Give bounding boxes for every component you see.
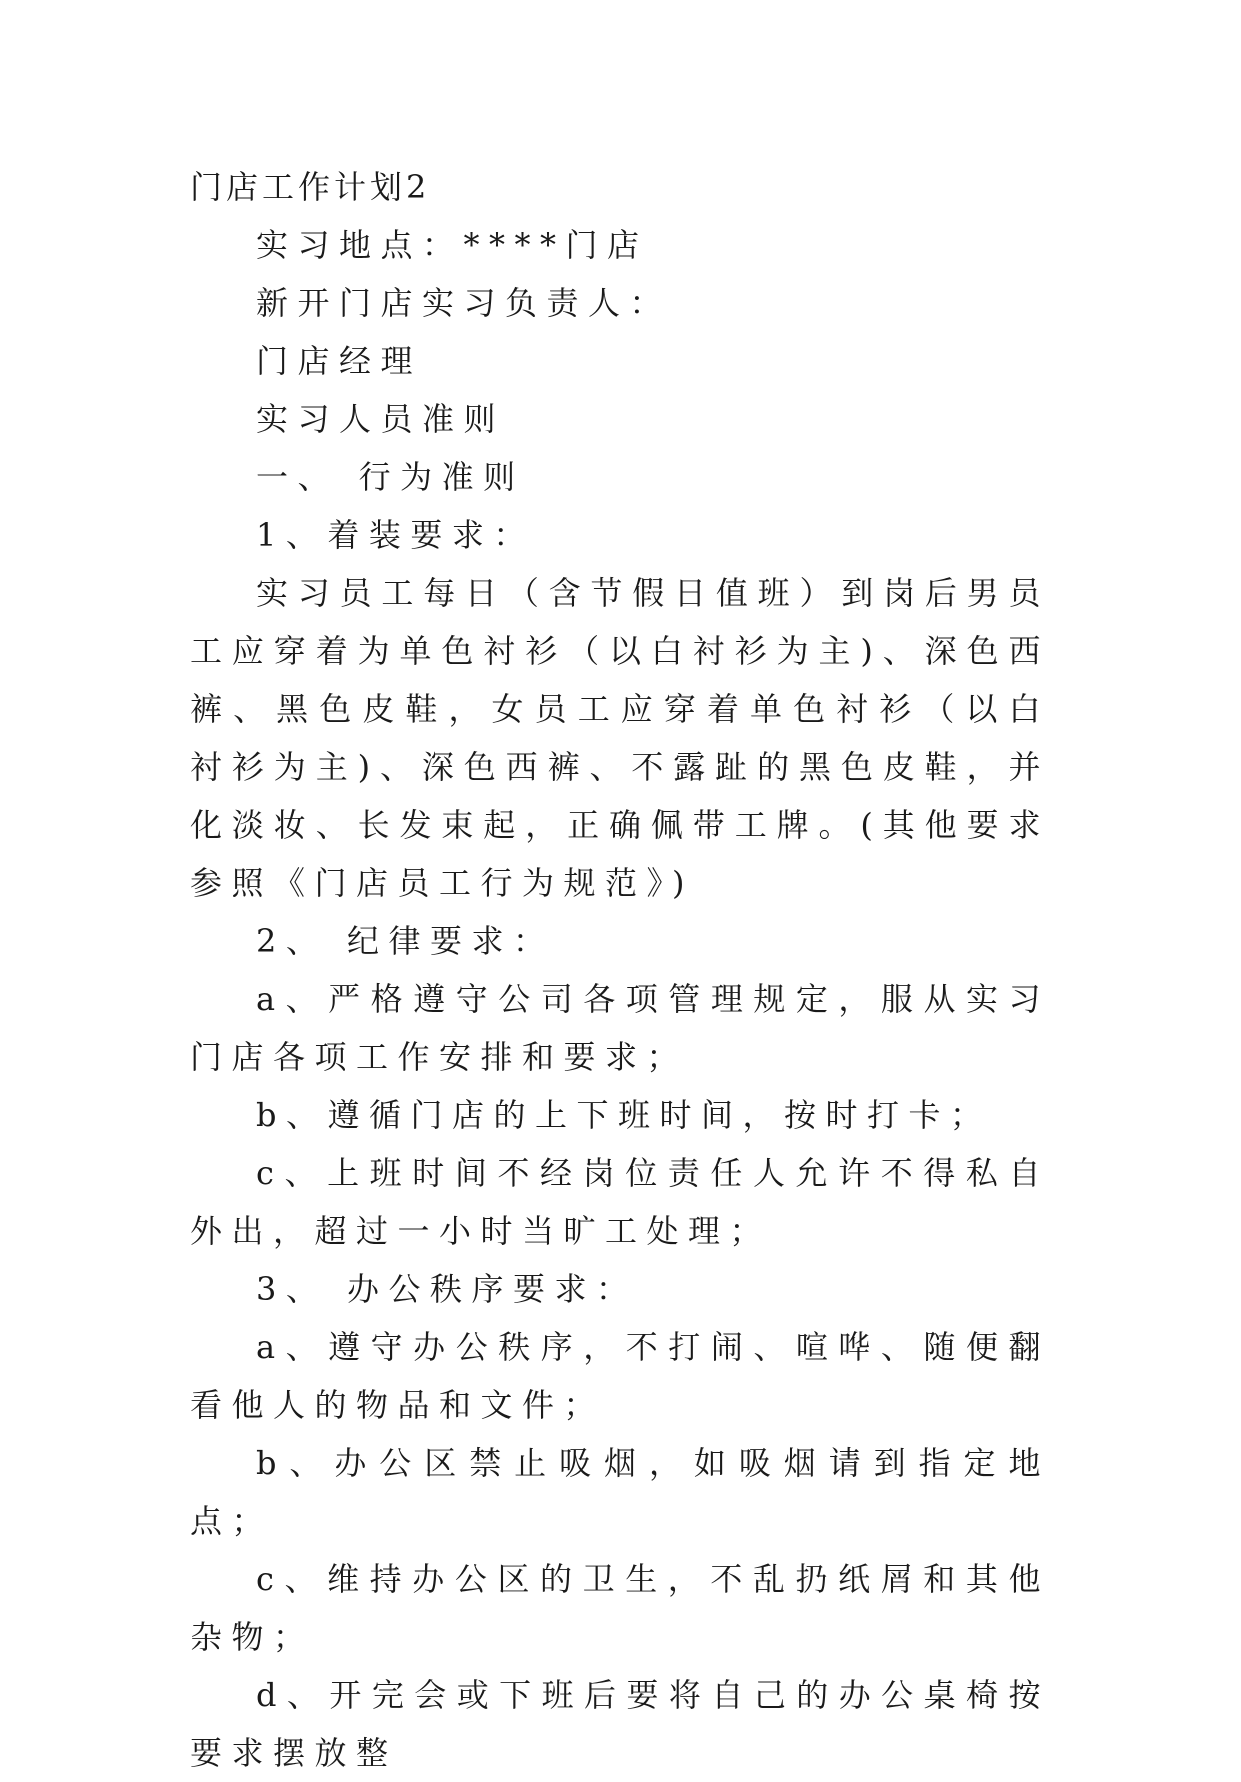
document-body — [190, 158, 1050, 1782]
list-item-office-d: d、开完会或下班后要将自己的办公桌椅按要求摆放整 — [190, 1676, 1050, 1772]
subheading-dress-code: 1、着装要求： — [256, 516, 535, 554]
list-item-office-c: c、维持办公区的卫生，不乱扔纸屑和其他杂物； — [190, 1560, 1050, 1656]
subheading-discipline: 2、 纪律要求： — [256, 922, 555, 960]
subheading-office-order: 3、 办公秩序要求： — [256, 1270, 638, 1308]
paragraph-supervisor: 门店经理 — [256, 342, 423, 380]
list-item-office-a: a、遵守办公秩序，不打闹、喧哗、随便翻看他人的物品和文件； — [190, 1328, 1050, 1424]
list-item-discipline-c: c、上班时间不经岗位责任人允许不得私自外出，超过一小时当旷工处理； — [190, 1154, 1050, 1250]
list-item-discipline-b: b、遵循门店的上下班时间，按时打卡； — [256, 1096, 992, 1134]
list-item-office-b: b、办公区禁止吸烟，如吸烟请到指定地点； — [190, 1444, 1050, 1540]
paragraph-supervisor-label: 新开门店实习负责人： — [256, 284, 672, 322]
list-item-discipline-a: a、严格遵守公司各项管理规定，服从实习门店各项工作安排和要求； — [190, 980, 1050, 1076]
paragraph-dress-code: 实习员工每日（含节假日值班）到岗后男员工应穿着为单色衬衫（以白衬衫为主)、深色西裤、黑色皮鞋，女员工应穿着单色衬衫（以白衬衫为主)、深色西裤、不露趾的黑色皮鞋，并化淡妆、长发束起，正确佩带工牌。(其他要求参照《门店员工行为规范》) — [190, 574, 1050, 902]
section-heading-conduct: 一、 行为准则 — [256, 458, 525, 496]
section-heading-rules: 实习人员准则 — [256, 400, 506, 438]
paragraph-location: 实习地点：****门店 — [256, 226, 649, 264]
document-title: 门店工作计划2 — [190, 168, 431, 206]
